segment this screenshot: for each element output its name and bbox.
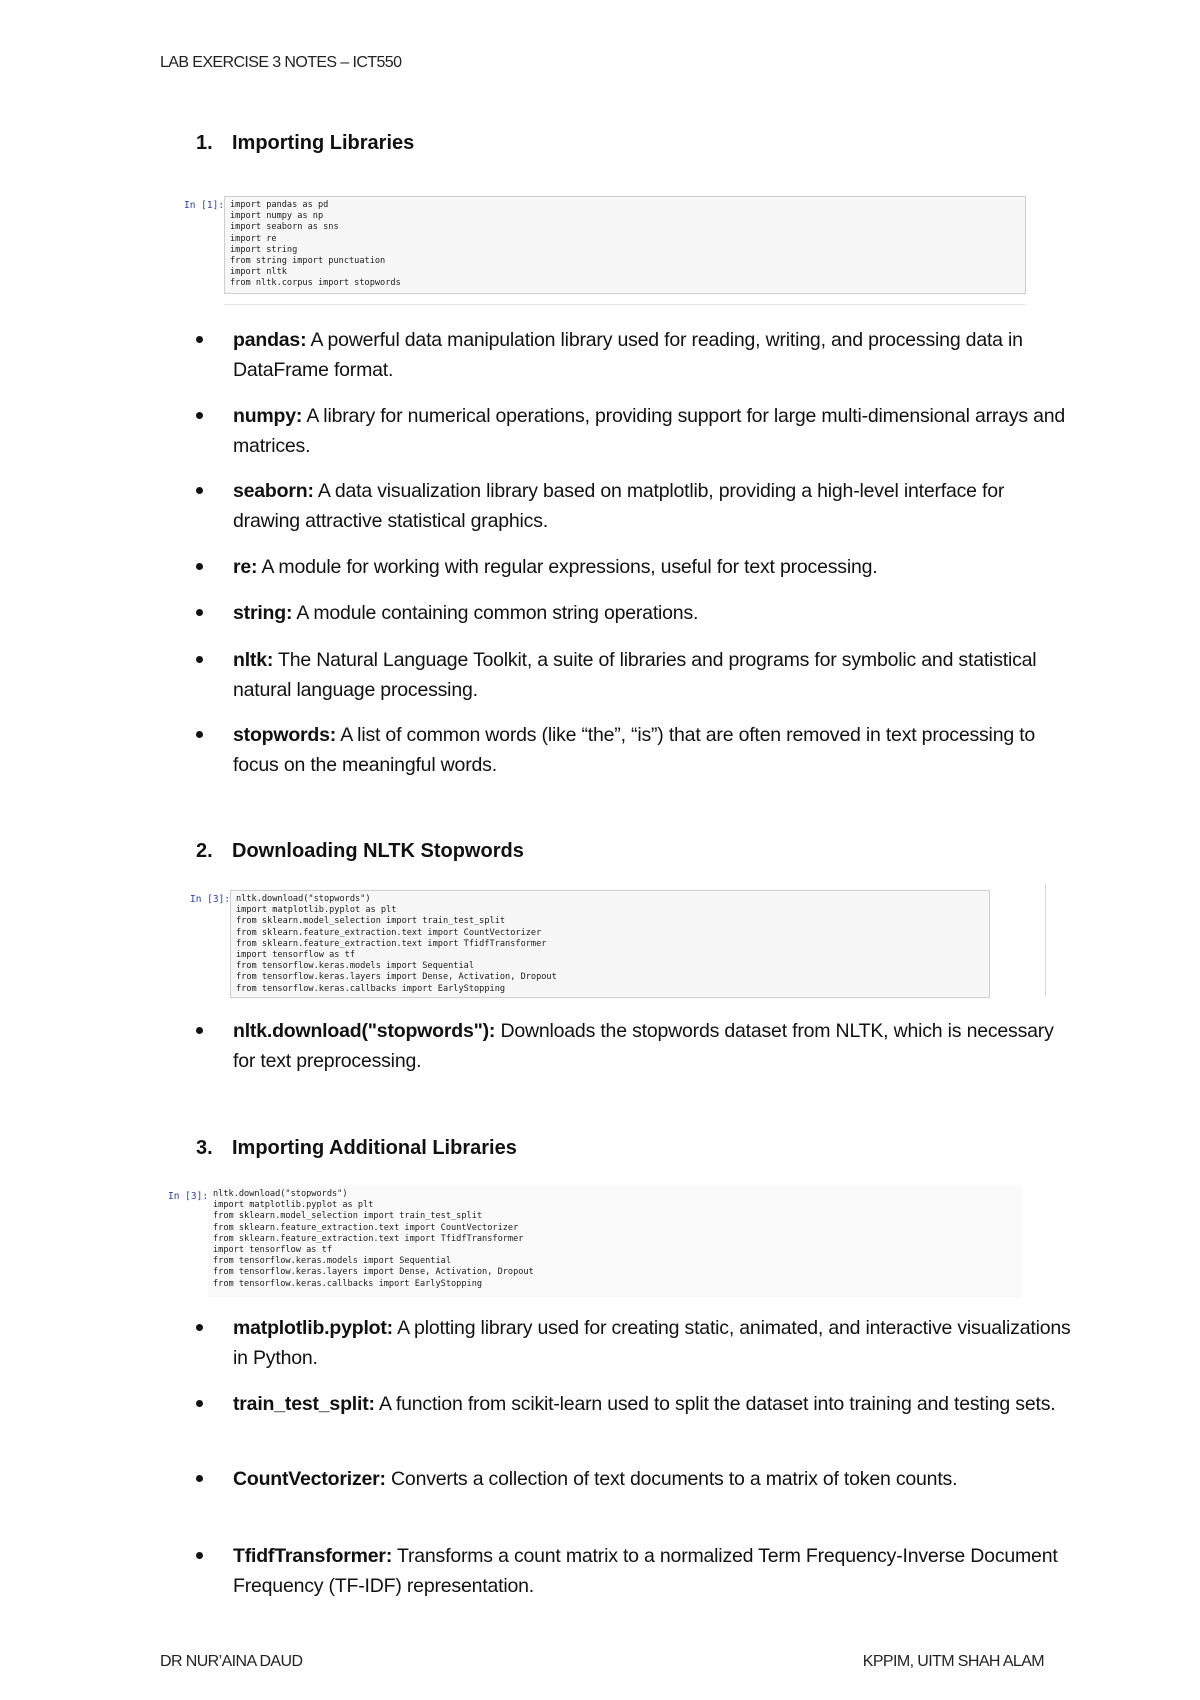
bullet-dot-icon <box>196 487 203 494</box>
bullet-dot-icon <box>196 656 203 663</box>
list-item-body <box>233 1390 1076 1420</box>
list-item-body <box>233 1017 1076 1076</box>
list-item-description: A data visualization library based on matplotlib, providing a high-level interface for drawing attractive statistical graphics. <box>233 480 1005 532</box>
code-line: from sklearn.feature_extraction.text import TfidfTransformer <box>236 938 547 949</box>
code-line: import re <box>230 233 277 244</box>
bullet-dot-icon <box>196 1400 203 1407</box>
footer-institution: KPPIM, UITM SHAH ALAM <box>862 1653 1044 1670</box>
code-line: from tensorflow.keras.layers import Dense, Activation, Dropout <box>236 972 557 983</box>
code-line: import numpy as np <box>230 211 324 222</box>
list-item-body <box>233 326 1076 385</box>
list-item-body <box>233 402 1076 461</box>
list-item-term: stopwords: <box>233 724 337 746</box>
code-line: from sklearn.model_selection import train_test_split <box>236 916 506 927</box>
code-line: from string import punctuation <box>230 255 386 266</box>
code-line: from sklearn.feature_extraction.text import CountVectorizer <box>213 1222 519 1233</box>
code-cell-prompt: In [3]: <box>168 1191 209 1202</box>
code-line: from sklearn.model_selection import train_test_split <box>213 1211 483 1222</box>
bullet-dot-icon <box>196 336 203 343</box>
list-item-term: string: <box>233 602 293 624</box>
code-line: from tensorflow.keras.models import Sequential <box>236 961 474 972</box>
section-heading-downloading-nltk-stopwords <box>196 840 524 863</box>
footer-author: DR NUR’AINA DAUD <box>160 1653 303 1670</box>
code-line: import matplotlib.pyplot as plt <box>213 1200 374 1211</box>
list-item-body <box>233 477 1076 536</box>
code-line: from sklearn.feature_extraction.text import TfidfTransformer <box>213 1233 524 1244</box>
code-line: from tensorflow.keras.callbacks import EarlyStopping <box>213 1278 483 1289</box>
code-cell-importing-libraries[interactable] <box>224 196 1026 294</box>
list-item-body <box>233 1465 1076 1495</box>
bullet-dot-icon <box>196 1475 203 1482</box>
section-heading-importing-additional-libraries <box>196 1137 517 1160</box>
code-line: import matplotlib.pyplot as plt <box>236 905 397 916</box>
list-item-term: numpy: <box>233 405 303 427</box>
section-title: Importing Libraries <box>232 132 415 154</box>
list-item-description: A list of common words (like “the”, “is”) that are often removed in text processing to focus on the meaningful words. <box>233 724 1036 776</box>
code-cell-importing-additional-libraries[interactable] <box>208 1186 1022 1298</box>
list-item <box>196 1017 1076 1076</box>
bullet-dot-icon <box>196 1324 203 1331</box>
code-line: from tensorflow.keras.callbacks import EarlyStopping <box>236 983 506 994</box>
list-item-body <box>233 1542 1076 1601</box>
list-item-term: re: <box>233 556 258 578</box>
section-number: 1. <box>196 132 213 154</box>
cell-scrollbar-edge <box>1045 884 1046 996</box>
section-title: Importing Additional Libraries <box>232 1137 517 1159</box>
list-item-term: matplotlib.pyplot: <box>233 1317 393 1339</box>
list-item-description: Downloads the stopwords dataset from NLTK, which is necessary for text preprocessing. <box>233 1020 1054 1072</box>
code-line: nltk.download("stopwords") <box>236 894 371 904</box>
section-heading-importing-libraries <box>196 132 414 155</box>
list-item <box>196 477 1076 536</box>
bullet-dot-icon <box>196 731 203 738</box>
code-line: import seaborn as sns <box>230 222 339 233</box>
bullet-dot-icon <box>196 1552 203 1559</box>
section-title: Downloading NLTK Stopwords <box>232 840 524 862</box>
list-item-term: nltk.download("stopwords"): <box>233 1020 496 1042</box>
list-item-body <box>233 553 1076 583</box>
list-item <box>196 1314 1076 1373</box>
list-item-term: train_test_split: <box>233 1393 375 1415</box>
list-item-description: A module for working with regular expressions, useful for text processing. <box>257 556 878 578</box>
list-item-term: nltk: <box>233 649 274 671</box>
bullet-dot-icon <box>196 412 203 419</box>
bullet-dot-icon <box>196 1027 203 1034</box>
list-item <box>196 1465 1076 1495</box>
code-line: import tensorflow as tf <box>236 949 355 960</box>
list-item <box>196 1390 1076 1420</box>
list-item-body <box>233 1314 1076 1373</box>
list-item <box>196 721 1076 780</box>
list-item-description: A plotting library used for creating static, animated, and interactive visualizations in Python. <box>233 1317 1071 1369</box>
code-line: from tensorflow.keras.layers import Dense, Activation, Dropout <box>213 1267 534 1278</box>
list-item-description: Transforms a count matrix to a normalized Term Frequency-Inverse Document Frequency (TF-IDF) representation. <box>233 1545 1058 1597</box>
code-line: import tensorflow as tf <box>213 1244 332 1255</box>
list-item-body <box>233 599 1076 629</box>
list-item-description: A library for numerical operations, providing support for large multi-dimensional arrays and matrices. <box>233 405 1066 457</box>
list-item-description: A powerful data manipulation library used for reading, writing, and processing data in DataFrame format. <box>233 329 1023 381</box>
list-item <box>196 553 1076 583</box>
list-item-term: seaborn: <box>233 480 314 502</box>
code-line: from nltk.corpus import stopwords <box>230 278 401 289</box>
list-item-description: A module containing common string operations. <box>292 602 699 624</box>
bullet-dot-icon <box>196 609 203 616</box>
code-line: import string <box>230 244 298 255</box>
list-item <box>196 646 1076 705</box>
section-number: 2. <box>196 840 213 862</box>
list-item-body <box>233 646 1076 705</box>
code-line: from sklearn.feature_extraction.text import CountVectorizer <box>236 927 542 938</box>
code-cell-downloading-stopwords[interactable] <box>230 890 990 998</box>
code-cell-prompt: In [3]: <box>190 894 231 905</box>
list-item <box>196 599 1076 629</box>
list-item-body <box>233 721 1076 780</box>
section-number: 3. <box>196 1137 213 1159</box>
list-item-description: The Natural Language Toolkit, a suite of libraries and programs for symbolic and statistical natural language processing. <box>233 649 1037 701</box>
list-item <box>196 326 1076 385</box>
cell-divider <box>224 304 1026 305</box>
list-item-term: TfidfTransformer: <box>233 1545 393 1567</box>
page-header: LAB EXERCISE 3 NOTES – ICT550 <box>160 54 402 71</box>
list-item <box>196 402 1076 461</box>
code-line: import nltk <box>230 267 287 278</box>
code-line: from tensorflow.keras.models import Sequential <box>213 1256 451 1267</box>
list-item-term: pandas: <box>233 329 307 351</box>
code-line: import pandas as pd <box>230 200 329 210</box>
code-line: nltk.download("stopwords") <box>213 1189 348 1199</box>
list-item <box>196 1542 1076 1601</box>
bullet-dot-icon <box>196 563 203 570</box>
code-cell-prompt: In [1]: <box>184 200 225 211</box>
list-item-term: CountVectorizer: <box>233 1468 386 1490</box>
list-item-description: Converts a collection of text documents to a matrix of token counts. <box>385 1468 958 1490</box>
list-item-description: A function from scikit-learn used to split the dataset into training and testing sets. <box>374 1393 1056 1415</box>
